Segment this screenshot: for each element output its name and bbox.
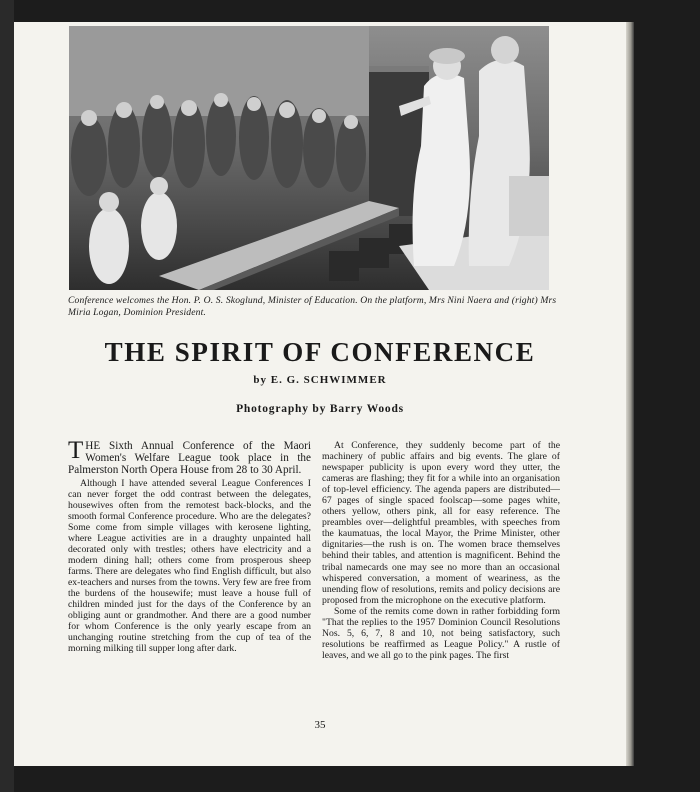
page-edge [626,22,634,766]
lead-paragraph [68,437,311,477]
page-number: 35 [314,719,326,731]
body-paragraph: At Conference, they suddenly become part of the machinery of public affairs and big events. The glare of newspaper publicity is upon every word they utter, the cameras are flashing; they fit for a while into an organisation of top-level efficiency. The agenda papers are distributed—67 pages of single spaced foolscap—some pages white, others yellow, others pink, all for easy reference. The preambles over—delightful preambles, with speeches from the kaumatuas, the local Mayor, the Prime Minister, other dignitaries—the rush is on. The women brace themselves behind their tables, and attention is magnificent. Behind the tribal namecards one may see no more than an occasional whispered conversation, a moment of weariness, as the unending flow of resolutions, remits and policy decisions are proposed from the microphone on the executive platform. [322,440,560,606]
article-byline: by E. G. SCHWIMMER [253,374,387,386]
photo-caption: Conference welcomes the Hon. P. O. S. Skoglund, Minister of Education. On the platform, Mrs Nini Naera and (right) Mrs Miria Logan, Dominion President. [68,295,557,318]
scan-border [0,0,14,792]
article-column-right [322,440,560,661]
article-title: THE SPIRIT OF CONFERENCE [104,337,536,367]
drop-cap: T [68,437,84,464]
article-column-left [68,437,311,655]
conference-photo [69,26,549,290]
magazine-page [14,22,626,766]
body-paragraph: Some of the remits come down in rather forbidding form "That the replies to the 1957 Dominion Council Resolutions Nos. 5, 6, 7, 8 and 10, not being satisfactory, such resolutions be reaffirmed as League Policy." A rustle of leaves, and we all go to the pink pages. The first [322,605,560,661]
photo-credit: Photography by Barry Woods [236,403,404,415]
lead-text: HE Sixth Annual Conference of the Maori Women's Welfare League took place in the Palmerston North Opera House from 28 to 30 April. [68,440,311,477]
body-paragraph: Although I have attended several League Conferences I can never forget the odd contrast between the delegates, housewives often from the remotest back-blocks, and the smooth formal Conference procedure. Who are the delegates? Some come from simple villages with kerosene lighting, where League activities are in a draughty unpainted hall decorated only with trestles; others have electricity and a modern dining hall; others come from prosperous sheep farms. There are delegates who find English difficult, but also ex-teachers and nurses from the towns. Very few are free from the burdens of the housewife; must leave a house full of children minded just for the days of the Conference by an obliging aunt or grandmother. And there are a good number for whom Conference is the only yearly escape from an unchanging routine stretching from the cup of tea of the morning milking till supper long after dark. [68,477,311,655]
